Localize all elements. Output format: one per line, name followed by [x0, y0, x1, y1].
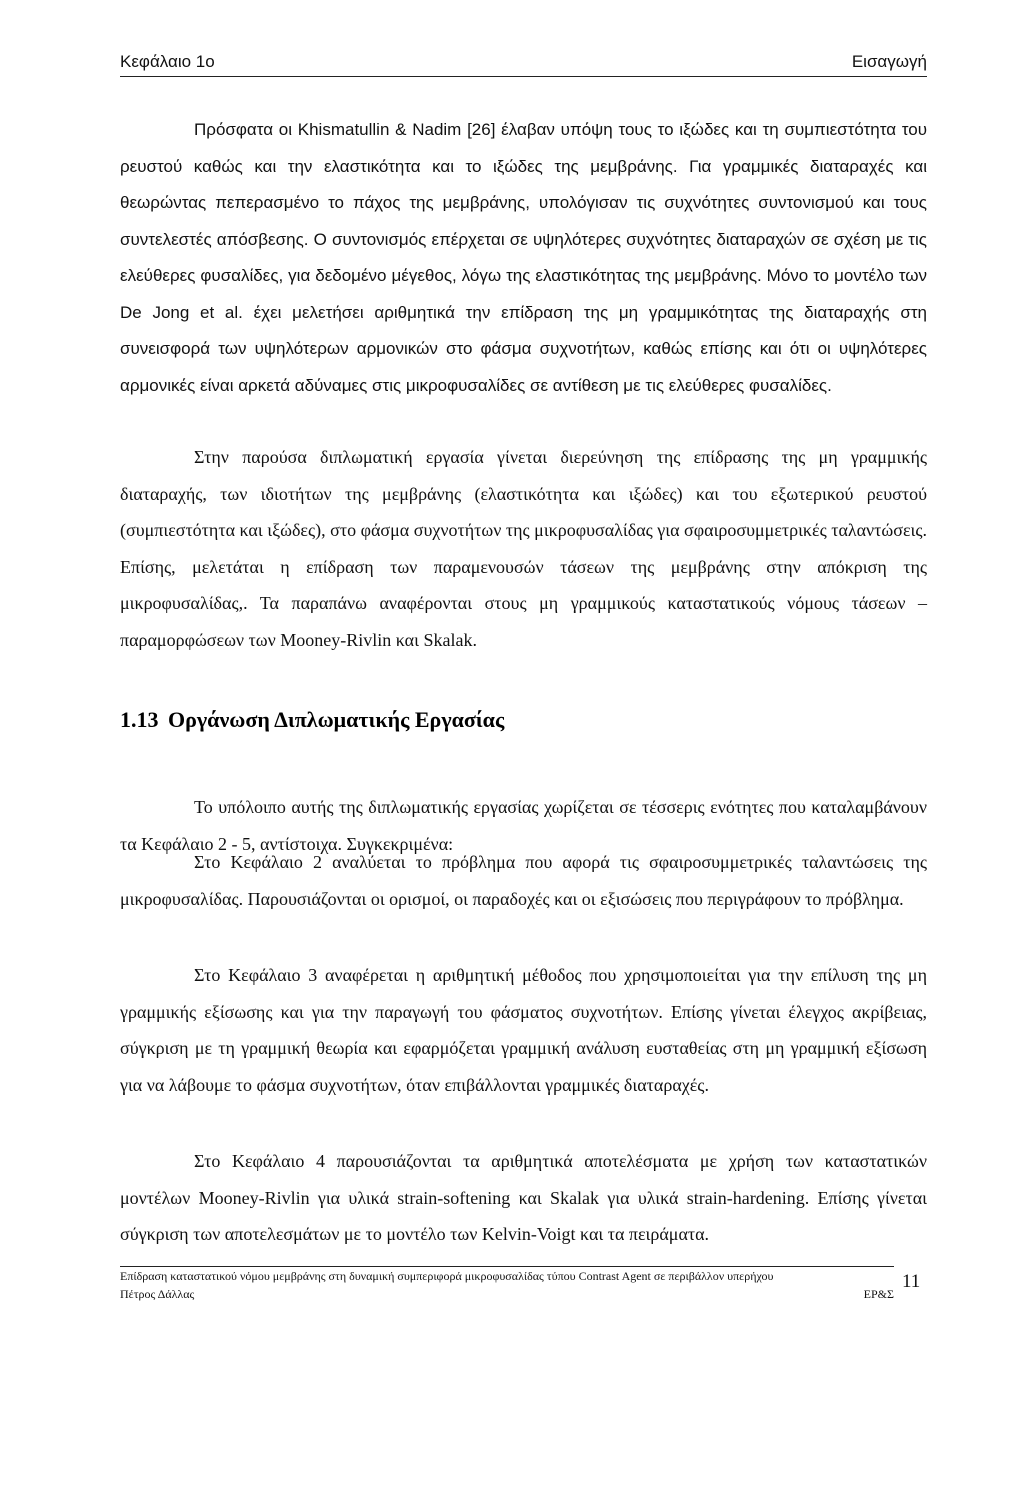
paragraph-text: Πρόσφατα οι Khismatullin & Nadim [26] έλαβαν υπόψη τους το ιξώδες και τη συμπιεστότητα του ρευστού καθώς και την ελαστικότητα και το ιξώδες της μεμβράνης. Για γραμμικές διαταραχές και θεωρώντας πεπερασμένο το πάχος της μεμβράνης, υπολόγισαν τις συχνότητες συντονισμού και τους συντελεστές απόσβεσης. Ο συντονισμός επέρχεται σε υψηλότερες συχνότητες διαταραχών σε σχέση με τις ελεύθερες φυσαλίδες, για δεδομένο μέγεθος, λόγω της ελαστικότητας της μεμβράνης. Μόνο το μοντέλο των De Jong et al. έχει μελετήσει αριθμητικά την επίδραση της μη γραμμικότητας της διαταραχής στη συνεισφορά των υψηλότερων αρμονικών στο φάσμα συχνοτήτων, καθώς επίσης και ότι οι υψηλότερες αρμονικές είναι αρκετά αδύναμες στις μικροφυσαλίδες σε αντίθεση με τις ελεύθερες φυσαλίδες.: [120, 120, 927, 395]
chapter-2-summary: [120, 844, 927, 917]
chapter-4-summary: [120, 1143, 927, 1253]
paragraph-text: Στο Κεφάλαιο 2 αναλύεται το πρόβλημα που αφορά τις σφαιροσυμμετρικές ταλαντώσεις της μικροφυσαλίδας. Παρουσιάζονται οι ορισμοί, οι παραδοχές και οι εξισώσεις που περιγράφουν το πρόβλημα.: [120, 852, 927, 909]
section-title: Οργάνωση Διπλωματικής Εργασίας: [168, 707, 505, 732]
paragraph-text: Στο Κεφάλαιο 3 αναφέρεται η αριθμητική μέθοδος που χρησιμοποιείται για την επίλυση της μη γραμμικής εξίσωσης και για την παραγωγή του φάσματος συχνοτήτων. Επίσης γίνεται έλεγχος ακρίβειας, σύγκριση με τη γραμμική θεωρία και εφαρμόζεται γραμμική ανάλυση ευσταθείας στη μη γραμμική εξίσωση για να λάβουμε το φάσμα συχνοτήτων, όταν επιβάλλονται γραμμικές διαταραχές.: [120, 965, 927, 1095]
section-heading: [120, 707, 504, 733]
header-chapter: Κεφάλαιο 1ο: [120, 52, 215, 71]
header-section: Εισαγωγή: [851, 52, 927, 71]
section-number: 1.13: [120, 707, 159, 732]
page-number: 11: [902, 1271, 921, 1292]
footer-row: [120, 1285, 894, 1303]
footer-thesis-title: Επίδραση καταστατικού νόμου μεμβράνης στη δυναμική συμπεριφορά μικροφυσαλίδας τύπου Contrast Agent σε περιβάλλον υπερήχου: [120, 1269, 774, 1283]
chapter-3-summary: [120, 957, 927, 1103]
paragraph-text: Στην παρούσα διπλωματική εργασία γίνεται διερεύνηση της επίδρασης της μη γραμμικής διαταραχής, των ιδιοτήτων της μεμβράνης (ελαστικότητα και ιξώδες) και του εξωτερικού ρευστού (συμπιεστότητα και ιξώδες), στο φάσμα συχνοτήτων της μικροφυσαλίδας για σφαιροσυμμετρικές ταλαντώσεις. Επίσης, μελετάται η επίδραση των παραμενουσών τάσεων της μεμβράνης στην απόκριση της μικροφυσαλίδας,. Τα παραπάνω αναφέρονται στους μη γραμμικούς καταστατικούς νόμους τάσεων – παραμορφώσεων των Mooney-Rivlin και Skalak.: [120, 447, 927, 650]
paragraph-text: Στο Κεφάλαιο 4 παρουσιάζονται τα αριθμητικά αποτελέσματα με χρήση των καταστατικών μοντέλων Mooney-Rivlin για υλικά strain-softening και Skalak για υλικά strain-hardening. Επίσης γίνεται σύγκριση των αποτελεσμάτων με το μοντέλο των Kelvin-Voigt και τα πειράματα.: [120, 1151, 927, 1244]
footer-department: ΕΡ&Σ: [863, 1287, 894, 1301]
intro-paragraph-1: [120, 112, 927, 404]
footer-author: Πέτρος Δάλλας: [120, 1287, 195, 1301]
intro-paragraph-2: [120, 439, 927, 658]
page-header: [120, 50, 927, 77]
page-footer: [120, 1266, 894, 1303]
paragraph-text: Το υπόλοιπο αυτής της διπλωματικής εργασίας χωρίζεται σε τέσσερις ενότητες που καταλαμβάνουν τα Κεφάλαιο 2 - 5, αντίστοιχα. Συγκεκριμένα:: [120, 797, 927, 854]
